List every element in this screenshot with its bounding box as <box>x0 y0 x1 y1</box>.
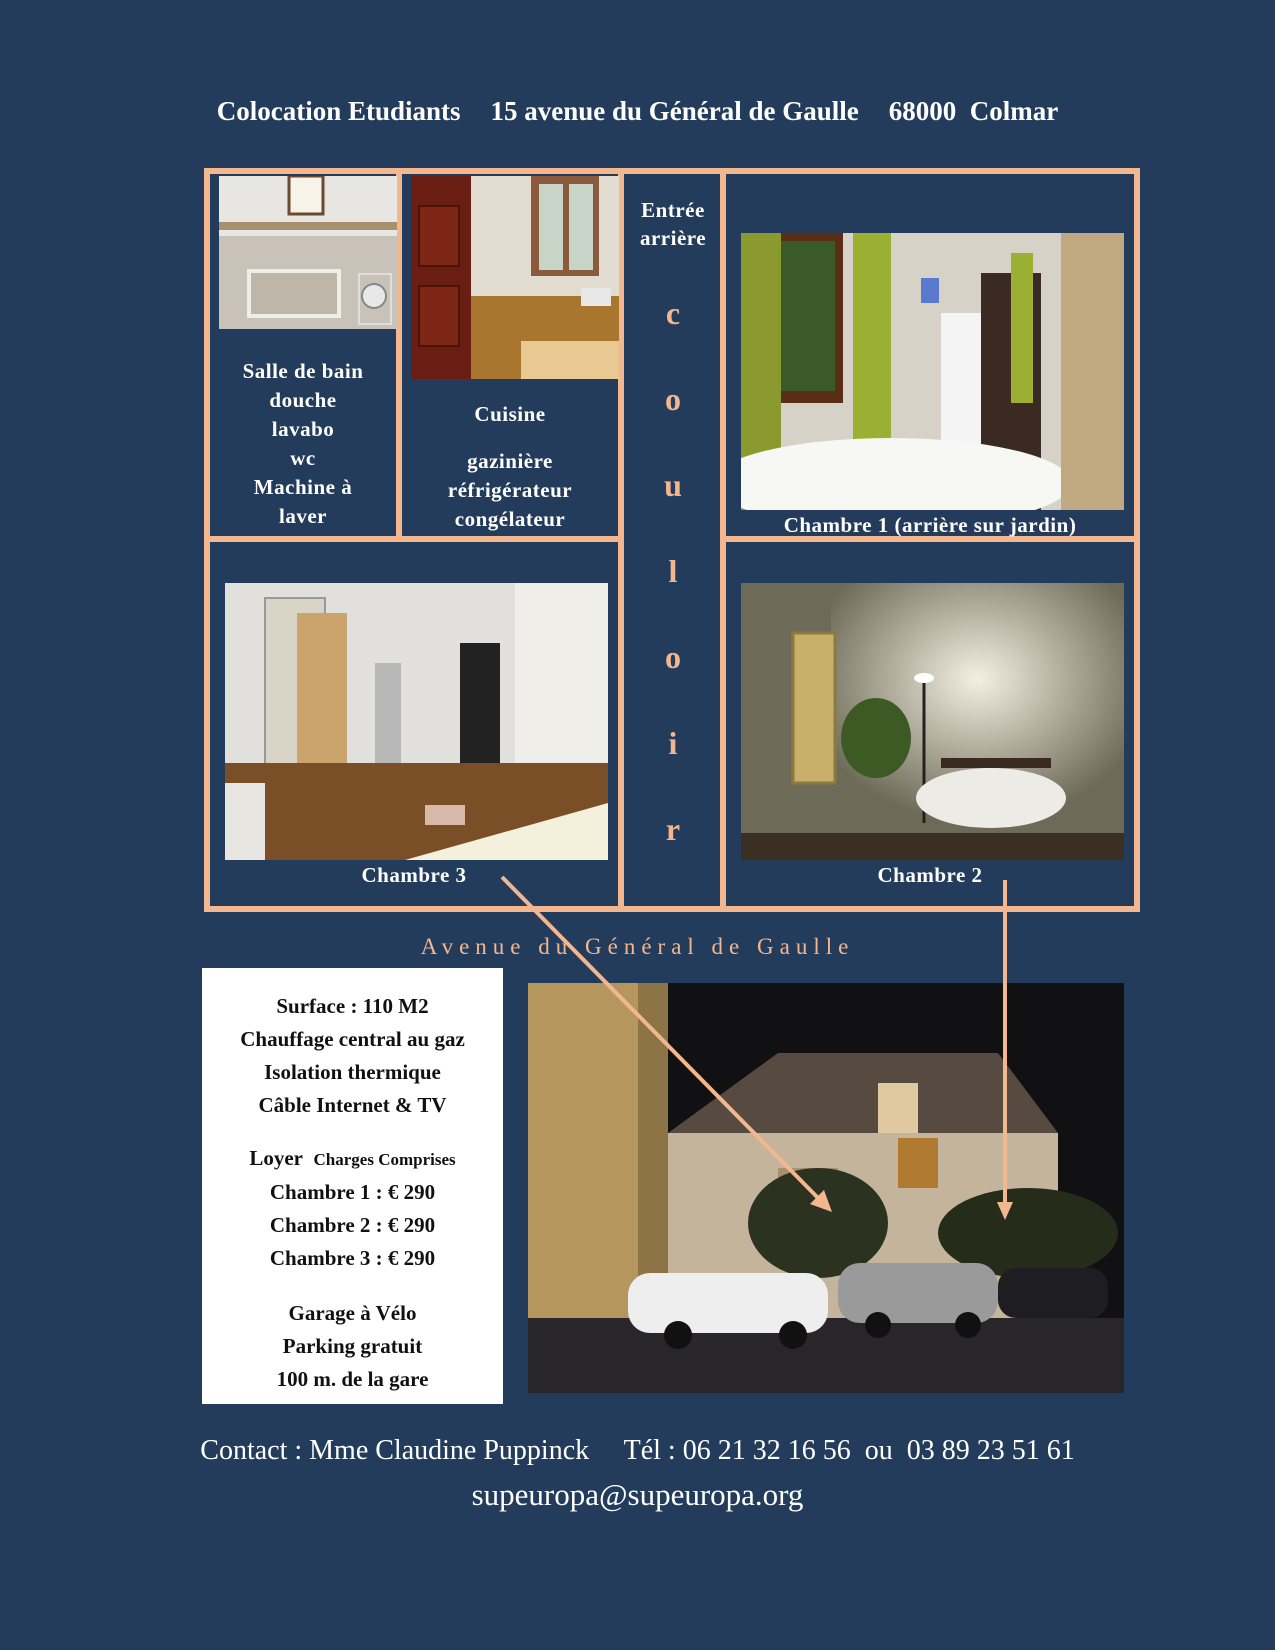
info-box: Surface : 110 M2 Chauffage central au gaz Isolation thermique Câble Internet & TV Loyer Charges Comprises Chambre 1 : € 290 Chambre 2 : € 290 Chambre 3 : € 290 Garage à Vélo Parking gratuit 100 m. de la gare <box>202 968 503 1404</box>
entrance-label: Entrée arrière <box>639 198 707 250</box>
room2-caption: Chambre 2 <box>877 863 983 887</box>
page-title: Colocation Etudiants 15 avenue du Général de Gaulle 68000 Colmar <box>216 96 1059 126</box>
contact-email[interactable]: supeuropa@supeuropa.org <box>471 1477 804 1512</box>
room1-caption: Chambre 1 (arrière sur jardin) <box>783 513 1077 537</box>
room3-caption: Chambre 3 <box>361 863 467 887</box>
street-label: Avenue du Général de Gaulle <box>420 934 855 959</box>
kitchen-caption: Cuisine gazinière réfrigérateur congélateur <box>447 402 573 531</box>
contact-line: Contact : Mme Claudine Puppinck Tél : 06 21 32 16 56 ou 03 89 23 51 61 <box>200 1435 1075 1466</box>
bathroom-caption: Salle de bain douche lavabo wc Machine à laver <box>242 359 364 528</box>
